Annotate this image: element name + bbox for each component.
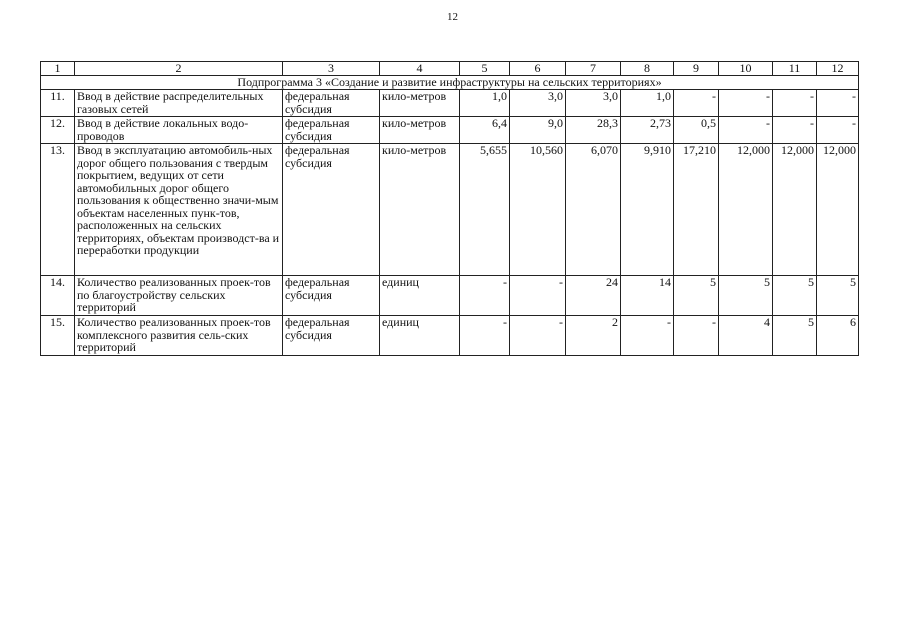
value-col8: 2,73: [621, 117, 674, 144]
value-col6: -: [510, 276, 566, 316]
indicator-name: Ввод в действие локальных водо-проводов: [75, 117, 283, 144]
funding-source: федеральная субсидия: [283, 144, 380, 276]
value-col6: 9,0: [510, 117, 566, 144]
value-col8: -: [621, 316, 674, 356]
column-header: 4: [380, 62, 460, 76]
column-header: 6: [510, 62, 566, 76]
value-col5: 1,0: [460, 90, 510, 117]
value-col12: -: [817, 90, 859, 117]
indicators-table: [40, 61, 859, 356]
column-header: 10: [719, 62, 773, 76]
value-col7: 6,070: [566, 144, 621, 276]
funding-source: федеральная субсидия: [283, 276, 380, 316]
value-col9: 17,210: [674, 144, 719, 276]
indicator-name: Количество реализованных проек-тов комплексного развития сель-ских территорий: [75, 316, 283, 356]
value-col12: 6: [817, 316, 859, 356]
value-col7: 24: [566, 276, 621, 316]
value-col7: 2: [566, 316, 621, 356]
value-col5: 6,4: [460, 117, 510, 144]
table-row: [41, 117, 859, 144]
value-col12: -: [817, 117, 859, 144]
column-header: 11: [773, 62, 817, 76]
value-col8: 1,0: [621, 90, 674, 117]
column-header: 9: [674, 62, 719, 76]
subprogram-row: [41, 76, 859, 90]
table-row: [41, 316, 859, 356]
unit: кило-метров: [380, 117, 460, 144]
value-col11: 5: [773, 316, 817, 356]
value-col10: -: [719, 90, 773, 117]
indicator-name: Ввод в действие распределительных газовых сетей: [75, 90, 283, 117]
value-col8: 14: [621, 276, 674, 316]
unit: единиц: [380, 316, 460, 356]
indicator-name: Ввод в эксплуатацию автомобиль-ных дорог общего пользования с твердым покрытием, ведущих от сети автомобильных дорог общего пользования к общественно значи-мым объектам населенных пунк-тов, расположенных на сельских территориях, объектам производст-ва и переработки продукции: [75, 144, 283, 276]
value-col11: -: [773, 117, 817, 144]
column-header: 5: [460, 62, 510, 76]
value-col7: 3,0: [566, 90, 621, 117]
value-col9: -: [674, 316, 719, 356]
value-col10: 4: [719, 316, 773, 356]
value-col8: 9,910: [621, 144, 674, 276]
table-row: [41, 276, 859, 316]
row-number: 12.: [41, 117, 75, 144]
column-header: 1: [41, 62, 75, 76]
page-number: 12: [447, 11, 458, 23]
value-col5: -: [460, 316, 510, 356]
unit: единиц: [380, 276, 460, 316]
column-header: 8: [621, 62, 674, 76]
funding-source: федеральная субсидия: [283, 90, 380, 117]
value-col11: 5: [773, 276, 817, 316]
value-col6: 10,560: [510, 144, 566, 276]
value-col6: -: [510, 316, 566, 356]
unit: кило-метров: [380, 90, 460, 117]
value-col6: 3,0: [510, 90, 566, 117]
column-header: 7: [566, 62, 621, 76]
subprogram-title: Подпрограмма 3 «Создание и развитие инфраструктуры на сельских территориях»: [41, 76, 859, 90]
indicator-name: Количество реализованных проек-тов по благоустройству сельских территорий: [75, 276, 283, 316]
value-col12: 12,000: [817, 144, 859, 276]
unit: кило-метров: [380, 144, 460, 276]
value-col12: 5: [817, 276, 859, 316]
funding-source: федеральная субсидия: [283, 117, 380, 144]
column-header: 2: [75, 62, 283, 76]
column-number-row: [41, 62, 859, 76]
value-col5: -: [460, 276, 510, 316]
row-number: 14.: [41, 276, 75, 316]
value-col10: 12,000: [719, 144, 773, 276]
value-col5: 5,655: [460, 144, 510, 276]
table-row: [41, 90, 859, 117]
value-col9: 0,5: [674, 117, 719, 144]
funding-source: федеральная субсидия: [283, 316, 380, 356]
row-number: 11.: [41, 90, 75, 117]
value-col10: 5: [719, 276, 773, 316]
value-col9: 5: [674, 276, 719, 316]
column-header: 3: [283, 62, 380, 76]
value-col11: 12,000: [773, 144, 817, 276]
value-col7: 28,3: [566, 117, 621, 144]
row-number: 13.: [41, 144, 75, 276]
column-header: 12: [817, 62, 859, 76]
row-number: 15.: [41, 316, 75, 356]
value-col9: -: [674, 90, 719, 117]
value-col10: -: [719, 117, 773, 144]
table-row: [41, 144, 859, 276]
value-col11: -: [773, 90, 817, 117]
